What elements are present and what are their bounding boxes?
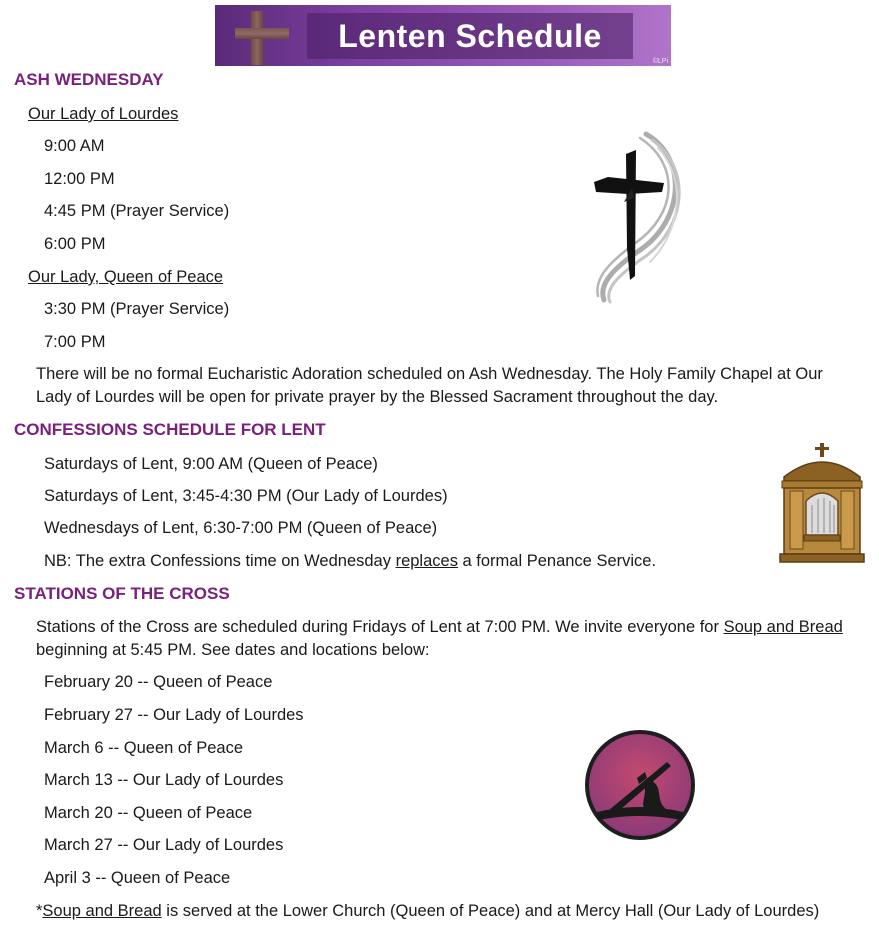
- replaces-link: replaces: [395, 552, 458, 570]
- confessions-note-end: a formal Penance Service.: [457, 552, 657, 570]
- station-date-5: March 20 -- Queen of Peace: [44, 804, 253, 822]
- stations-heading: STATIONS OF THE CROSS: [14, 584, 230, 603]
- confession-time-1: Saturdays of Lent, 9:00 AM (Queen of Peace): [44, 455, 378, 473]
- stations-cross-icon: [583, 728, 697, 842]
- lourdes-time-2: 12:00 PM: [44, 170, 115, 188]
- confessions-note: [44, 551, 656, 571]
- stations-intro-end: beginning at 5:45 PM. See dates and locations below:: [36, 641, 430, 659]
- footer-soup-and-bread-link: Soup and Bread: [42, 902, 162, 920]
- lourdes-time-1: 9:00 AM: [44, 137, 105, 155]
- station-date-6: March 27 -- Our Lady of Lourdes: [44, 836, 284, 854]
- stations-footer-note: [36, 901, 819, 921]
- banner-cross-bar: [235, 28, 289, 39]
- lourdes-time-3: 4:45 PM (Prayer Service): [44, 202, 230, 220]
- stations-intro: [36, 616, 851, 662]
- footer-note-end: is served at the Lower Church (Queen of Peace) and at Mercy Hall (Our Lady of Lourdes): [161, 902, 820, 920]
- lourdes-subheading: Our Lady of Lourdes: [28, 105, 179, 123]
- station-date-2: February 27 -- Our Lady of Lourdes: [44, 706, 304, 724]
- confession-time-3: Wednesdays of Lent, 6:30-7:00 PM (Queen of Peace): [44, 519, 438, 537]
- station-date-3: March 6 -- Queen of Peace: [44, 739, 244, 757]
- banner-title: Lenten Schedule: [338, 18, 602, 54]
- station-date-7: April 3 -- Queen of Peace: [44, 869, 231, 887]
- footer-asterisk: *: [36, 902, 43, 920]
- ash-cross-icon: [588, 128, 690, 304]
- station-date-4: March 13 -- Our Lady of Lourdes: [44, 771, 284, 789]
- lenten-schedule-banner: [215, 5, 671, 66]
- confessions-note-start: NB: The extra Confessions time on Wednesday: [44, 552, 396, 570]
- stations-intro-start: Stations of the Cross are scheduled during Fridays of Lent at 7:00 PM. We invite everyone for: [36, 618, 724, 636]
- confessional-icon: [778, 441, 866, 565]
- peace-subheading: Our Lady, Queen of Peace: [28, 268, 224, 286]
- soup-and-bread-link: Soup and Bread: [723, 618, 843, 636]
- confession-time-2: Saturdays of Lent, 3:45-4:30 PM (Our Lady of Lourdes): [44, 487, 448, 505]
- lourdes-time-4: 6:00 PM: [44, 235, 106, 253]
- peace-time-2: 7:00 PM: [44, 333, 106, 351]
- peace-time-1: 3:30 PM (Prayer Service): [44, 300, 230, 318]
- ash-wednesday-heading: ASH WEDNESDAY: [14, 70, 164, 89]
- station-date-1: February 20 -- Queen of Peace: [44, 673, 273, 691]
- confessions-heading: CONFESSIONS SCHEDULE FOR LENT: [14, 420, 326, 439]
- banner-credit: ©LPi: [652, 58, 668, 65]
- ash-wednesday-note: There will be no formal Eucharistic Adoration scheduled on Ash Wednesday. The Holy Family Chapel at Our Lady of Lourdes will be open for private prayer by the Blessed Sacrament throughout the day.: [36, 365, 823, 406]
